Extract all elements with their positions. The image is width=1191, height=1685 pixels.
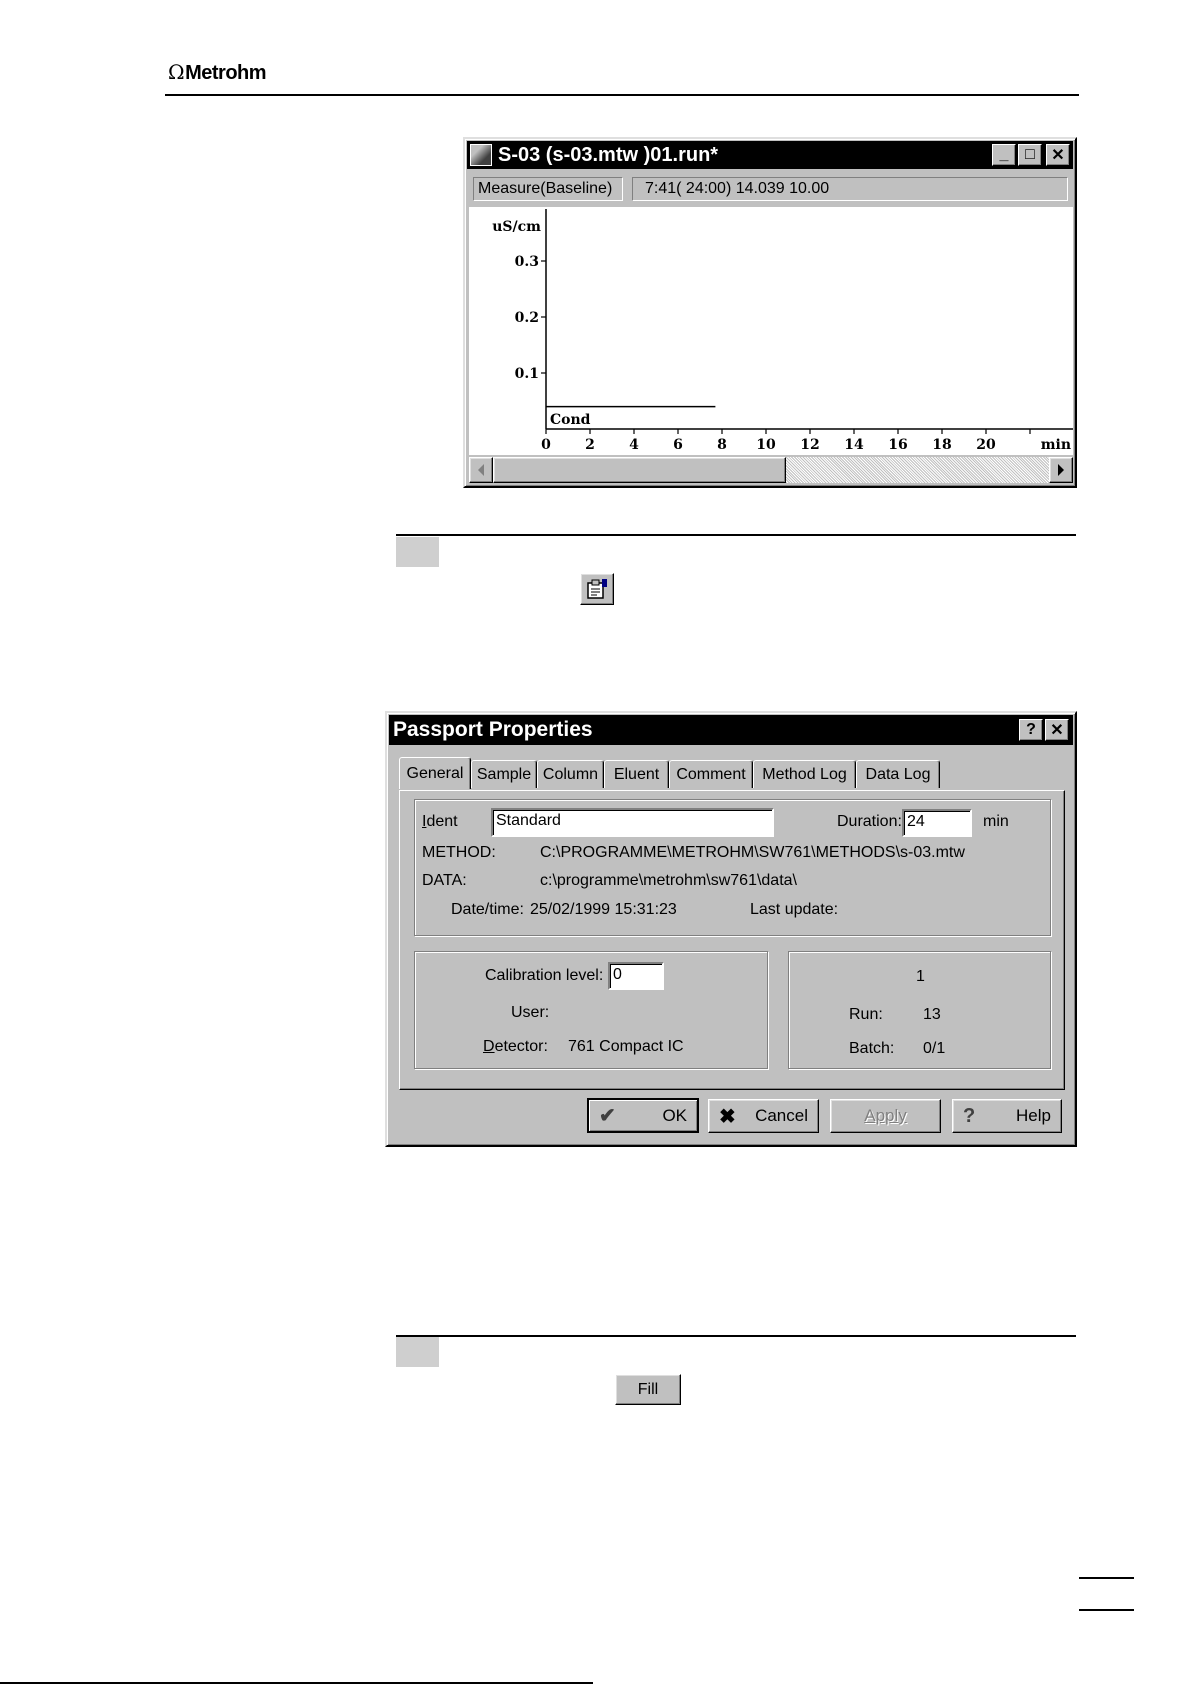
dialog-titlebar	[389, 715, 1073, 745]
x-tick-label: 16	[888, 437, 908, 453]
y-tick-label: 0.1	[514, 366, 539, 382]
duration-unit: min	[983, 813, 1009, 830]
duration-label: Duration:	[837, 813, 902, 830]
tab-method-log[interactable]: Method Log	[753, 760, 856, 788]
page-number-rule-top	[1079, 1577, 1134, 1579]
datetime-label: Date/time:	[451, 901, 524, 918]
x-tick-label: 8	[717, 437, 727, 453]
y-tick-label: 0.3	[514, 254, 539, 270]
status-values: 7:41( 24:00) 14.039 10.00	[632, 177, 1068, 201]
run-value: 13	[923, 1006, 941, 1023]
tab-sample[interactable]: Sample	[471, 760, 537, 788]
cancel-button[interactable]	[708, 1099, 819, 1133]
chromatogram-chart	[469, 207, 1073, 455]
trace-label: Cond	[550, 412, 591, 428]
logo-text: Metrohm	[185, 62, 267, 84]
step-1-marker	[396, 537, 439, 567]
x-tick-label: 12	[800, 437, 820, 453]
x-tick-label: 0	[541, 437, 551, 453]
arrow-left-icon	[476, 464, 486, 476]
x-tick-label: 6	[673, 437, 683, 453]
tab-eluent[interactable]: Eluent	[604, 760, 669, 788]
page-number-rule-bottom	[1079, 1609, 1134, 1611]
passport-properties-dialog	[385, 711, 1077, 1147]
x-tick-label: 2	[585, 437, 595, 453]
calibration-label: Calibration level:	[485, 967, 604, 984]
user-label: User:	[511, 1004, 550, 1021]
cancel-label: Cancel	[755, 1106, 808, 1125]
datetime-value: 25/02/1999 15:31:23	[530, 901, 677, 918]
step-2-rule	[396, 1335, 1076, 1337]
metrohm-logo	[168, 60, 266, 85]
question-icon: ?	[963, 1104, 976, 1127]
tab-data-log[interactable]: Data Log	[856, 760, 940, 788]
dialog-close-button[interactable]: ✕	[1045, 719, 1069, 741]
x-tick-label: 20	[976, 437, 996, 453]
ok-label: OK	[662, 1105, 687, 1125]
data-label: DATA:	[422, 872, 467, 889]
apply-label: Apply	[864, 1106, 907, 1125]
app-icon	[470, 144, 492, 166]
cancel-x-icon: ✖	[719, 1105, 736, 1128]
dialog-title: Passport Properties	[393, 718, 593, 741]
scroll-right-button[interactable]	[1049, 457, 1073, 483]
chart-window-titlebar	[467, 141, 1073, 169]
omega-logo-icon: Ω	[168, 60, 185, 84]
chart-window	[463, 137, 1077, 488]
calibration-group	[414, 951, 768, 1069]
tab-general[interactable]: General	[399, 757, 471, 789]
run-label: Run:	[849, 1006, 883, 1023]
x-tick-label: 10	[756, 437, 776, 453]
last-update-label: Last update:	[750, 901, 839, 918]
ident-label: Ident	[422, 813, 458, 830]
help-title-button[interactable]: ?	[1019, 719, 1043, 741]
properties-button[interactable]	[580, 573, 614, 605]
x-tick-label: 18	[932, 437, 952, 453]
footer-rule	[0, 1682, 593, 1684]
tab-page	[399, 790, 1065, 1090]
horizontal-scrollbar[interactable]	[469, 457, 1073, 483]
step-2-marker	[396, 1337, 439, 1367]
apply-button[interactable]	[830, 1099, 941, 1133]
chart-window-title: S-03 (s-03.mtw )01.run*	[498, 143, 719, 166]
scroll-thumb[interactable]	[493, 457, 786, 483]
help-button[interactable]	[952, 1099, 1062, 1133]
status-mode: Measure(Baseline)	[473, 177, 623, 201]
x-axis-label: min	[1040, 437, 1071, 453]
calibration-input[interactable]: 0	[608, 962, 664, 990]
maximize-button[interactable]: □	[1018, 144, 1042, 166]
x-tick-label: 4	[629, 437, 639, 453]
duration-input[interactable]: 24	[902, 809, 972, 837]
scroll-left-button[interactable]	[469, 457, 493, 483]
detector-label: Detector:	[483, 1038, 548, 1055]
tab-comment[interactable]: Comment	[669, 760, 753, 788]
step-1-rule	[396, 534, 1076, 536]
y-axis-label: uS/cm	[492, 219, 541, 235]
ident-input[interactable]: Standard	[491, 808, 774, 837]
checkmark-icon: ✔	[599, 1105, 616, 1127]
general-info-group	[414, 799, 1051, 936]
method-value: C:\PROGRAMME\METROHM\SW761\METHODS\s-03.mtw	[540, 844, 965, 861]
detector-value: 761 Compact IC	[568, 1038, 684, 1055]
run-count-value: 1	[916, 968, 925, 985]
x-tick-label: 14	[844, 437, 864, 453]
batch-label: Batch:	[849, 1040, 895, 1057]
minimize-button[interactable]: _	[992, 144, 1016, 166]
arrow-right-icon	[1056, 464, 1066, 476]
tab-strip	[399, 760, 1069, 790]
help-label: Help	[1016, 1106, 1051, 1125]
close-button[interactable]: ✕	[1046, 144, 1070, 166]
y-tick-label: 0.2	[514, 310, 539, 326]
tab-column[interactable]: Column	[537, 760, 604, 788]
data-value: c:\programme\metrohm\sw761\data\	[540, 872, 797, 889]
method-label: METHOD:	[422, 844, 496, 861]
properties-icon	[585, 578, 609, 600]
ok-button[interactable]	[587, 1098, 699, 1133]
header-rule	[165, 94, 1079, 96]
run-info-group	[788, 951, 1051, 1069]
batch-value: 0/1	[923, 1040, 946, 1057]
fill-button[interactable]: Fill	[615, 1374, 681, 1405]
